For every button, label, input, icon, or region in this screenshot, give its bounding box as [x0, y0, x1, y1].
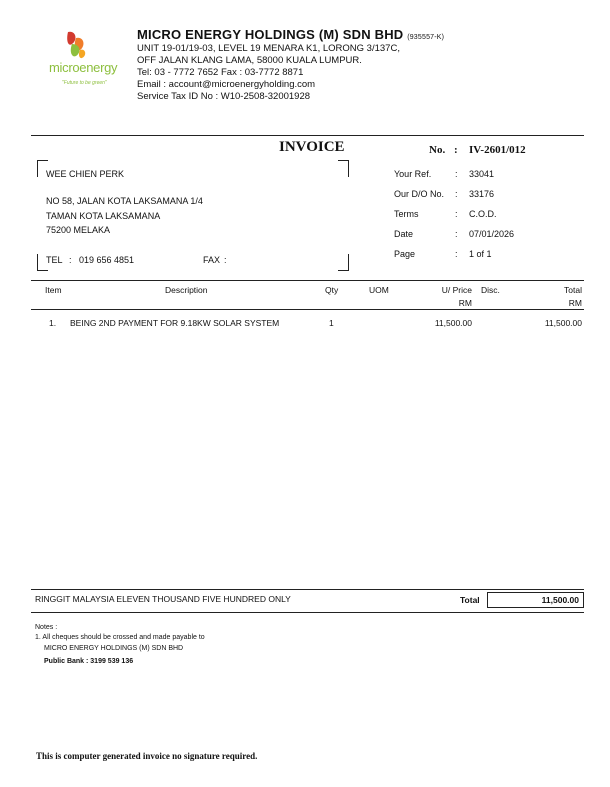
notes-line: 1. All cheques should be crossed and made payable to — [35, 634, 205, 641]
customer-address-line: NO 58, JALAN KOTA LAKSAMANA 1/4 — [46, 196, 203, 206]
col-header-unit-price-currency: RM — [458, 298, 472, 308]
company-name — [137, 27, 444, 42]
terms-value: C.O.D. — [469, 209, 497, 219]
your-ref-label: Your Ref. — [394, 169, 432, 179]
logo-tagline: "Future to be green" — [62, 80, 107, 86]
your-ref-colon: : — [455, 169, 458, 179]
terms-colon: : — [455, 209, 458, 219]
col-header-description: Description — [165, 285, 208, 295]
col-header-item: Item — [45, 285, 62, 295]
notes-payee: MICRO ENERGY HOLDINGS (M) SDN BHD — [44, 645, 184, 652]
col-header-discount: Disc. — [481, 285, 500, 295]
total-label: Total — [460, 595, 480, 605]
notes-heading: Notes : — [35, 624, 58, 631]
company-email: Email : account@microenergyholding.com — [137, 79, 316, 90]
customer-tel-colon: : — [69, 255, 72, 265]
do-no-label: Our D/O No. — [394, 189, 445, 199]
col-header-unit-price: U/ Price — [441, 285, 472, 295]
customer-name: WEE CHIEN PERK — [46, 169, 125, 179]
service-tax-id: Service Tax ID No : W10-2508-32001928 — [137, 91, 311, 102]
customer-fax-label: FAX — [203, 255, 221, 265]
row-description: BEING 2ND PAYMENT FOR 9.18KW SOLAR SYSTEM — [70, 318, 280, 328]
row-qty: 1 — [329, 318, 334, 328]
customer-address-line: 75200 MELAKA — [46, 225, 111, 235]
summary-divider — [31, 589, 584, 590]
col-header-qty: Qty — [325, 285, 339, 295]
company-phone: Tel: 03 - 7772 7652 Fax : 03-7772 8871 — [137, 67, 304, 78]
date-value: 07/01/2026 — [469, 229, 515, 239]
date-label: Date — [394, 229, 414, 239]
amount-in-words: RINGGIT MALAYSIA ELEVEN THOUSAND FIVE HUNDRED ONLY — [35, 594, 291, 604]
col-header-uom: UOM — [369, 285, 389, 295]
col-header-total-currency: RM — [568, 298, 582, 308]
invoice-no-label: No. — [429, 144, 446, 156]
logo-mark-icon — [67, 32, 85, 58]
page-value: 1 of 1 — [469, 249, 492, 259]
bracket-bottom-right — [338, 254, 349, 271]
company-name-text: MICRO ENERGY HOLDINGS (M) SDN BHD — [137, 27, 404, 42]
header-divider — [31, 135, 584, 136]
customer-tel-value: 019 656 4851 — [79, 255, 135, 265]
company-address-line: OFF JALAN KLANG LAMA, 58000 KUALA LUMPUR. — [137, 55, 362, 66]
do-no-value: 33176 — [469, 189, 495, 199]
do-no-colon: : — [455, 189, 458, 199]
notes-bank-account: Public Bank : 3199 539 136 — [44, 658, 134, 665]
total-value: 11,500.00 — [541, 595, 579, 605]
page-colon: : — [455, 249, 458, 259]
customer-fax-colon: : — [224, 255, 227, 265]
row-item-no: 1. — [49, 318, 57, 328]
invoice-no-colon: : — [454, 144, 458, 156]
invoice-title: INVOICE — [279, 139, 345, 155]
date-colon: : — [455, 229, 458, 239]
table-header-divider — [31, 309, 584, 310]
customer-tel-label: TEL — [46, 255, 63, 265]
page-label: Page — [394, 249, 416, 259]
summary-bottom-divider — [31, 612, 584, 613]
company-address-line: UNIT 19-01/19-03, LEVEL 19 MENARA K1, LORONG 3/137C, — [137, 43, 400, 54]
invoice-no-value: IV-2601/012 — [469, 144, 526, 156]
table-top-divider — [31, 280, 584, 281]
company-reg-no: (935557-K) — [407, 34, 445, 41]
bracket-top-right — [338, 160, 349, 177]
row-unit-price: 11,500.00 — [434, 318, 472, 328]
logo-text: microenergy — [49, 60, 118, 75]
row-total: 11,500.00 — [544, 318, 582, 328]
customer-address-line: TAMAN KOTA LAKSAMANA — [46, 211, 161, 221]
col-header-total: Total — [564, 285, 582, 295]
your-ref-value: 33041 — [469, 169, 495, 179]
terms-label: Terms — [394, 209, 419, 219]
footer-disclaimer: This is computer generated invoice no signature required. — [36, 751, 258, 761]
